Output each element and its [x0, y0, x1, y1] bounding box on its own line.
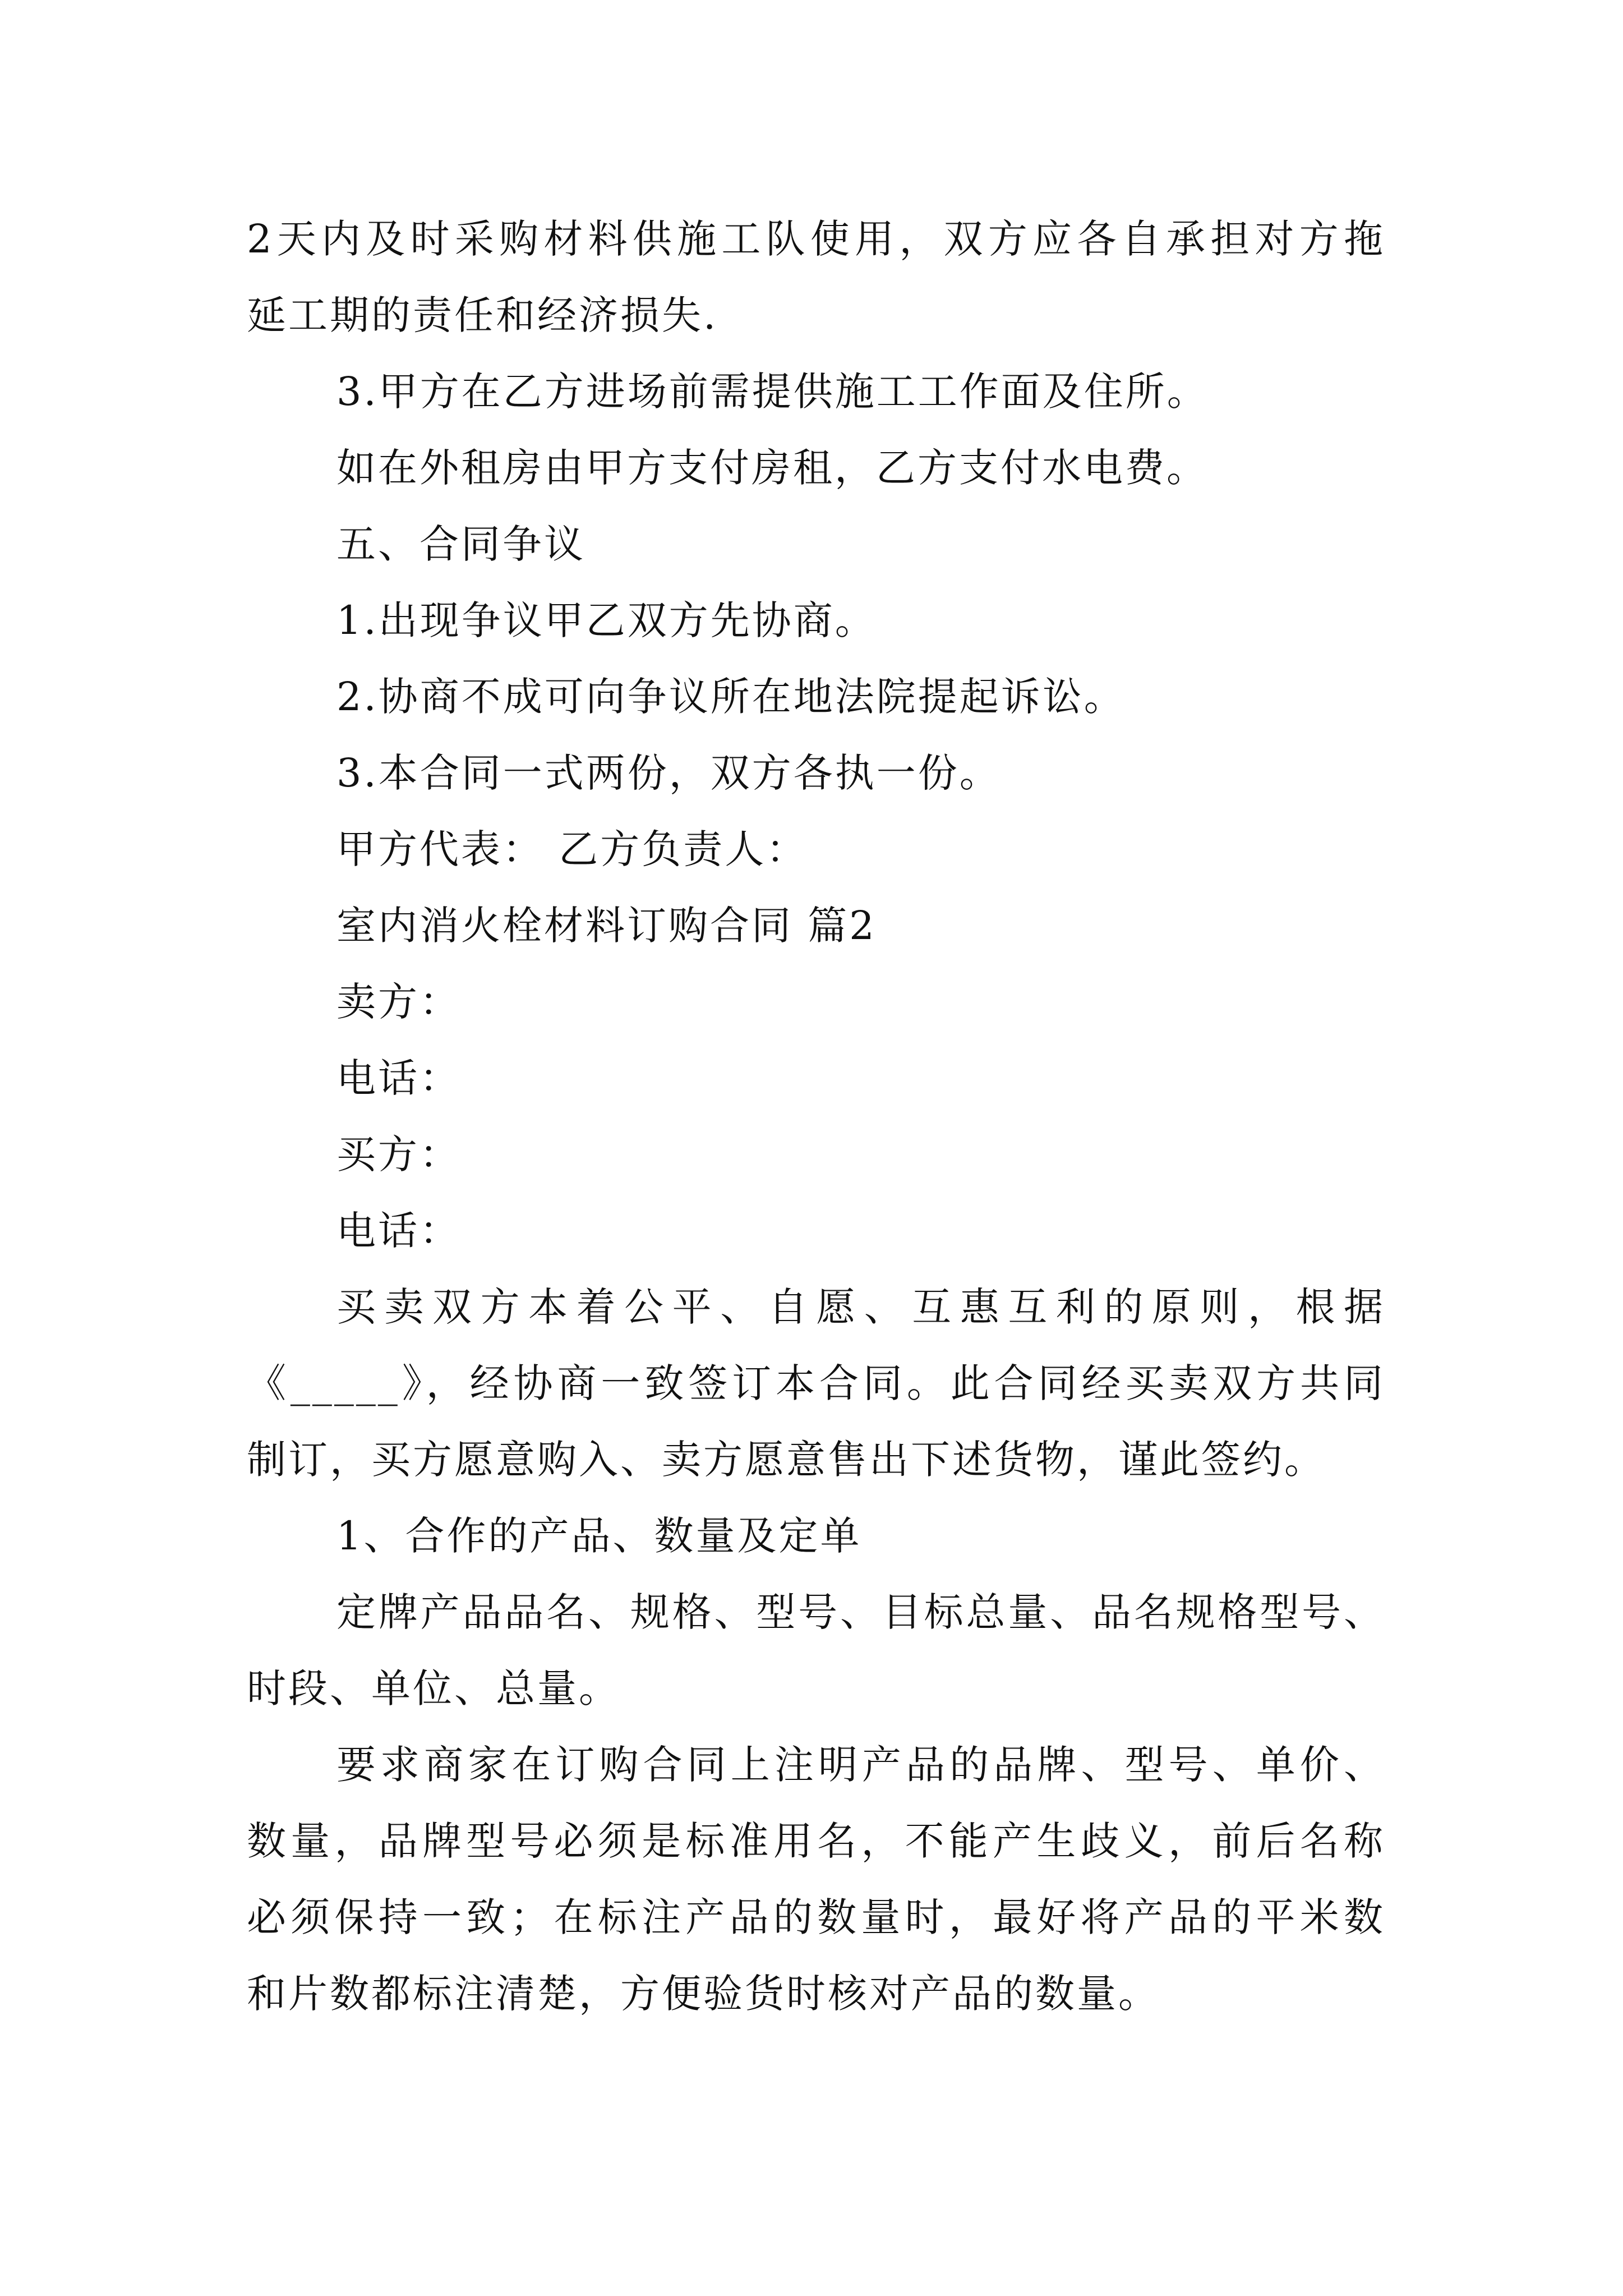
seller-phone-field: 电话： [336, 1055, 461, 1101]
text-line: 制订，买方愿意购入、卖方愿意售出下述货物，谨此签约。 [247, 1437, 1326, 1483]
text-line: 如在外租房由甲方支付房租，乙方支付水电费。 [336, 445, 1208, 491]
document-body [247, 201, 1385, 2032]
seller-field: 卖方： [336, 979, 461, 1025]
text-line: 延工期的责任和经济损失. [247, 292, 718, 338]
text-line: 和片数都标注清楚，方便验货时核对产品的数量。 [247, 1971, 1160, 2017]
text-line: 买卖双方本着公平、自愿、互惠互利的原则，根据 [336, 1284, 1385, 1330]
buyer-phone-field: 电话： [336, 1208, 461, 1254]
text-line: 要求商家在订购合同上注明产品的品牌、型号、单价、 [336, 1742, 1385, 1788]
text-line: 2.协商不成可向争议所在地法院提起诉讼。 [336, 674, 1126, 720]
text-line: 定牌产品品名、规格、型号、目标总量、品名规格型号、 [336, 1589, 1385, 1635]
section-heading: 五、合同争议 [336, 521, 585, 567]
text-line: 1.出现争议甲乙双方先协商。 [336, 597, 877, 643]
buyer-field: 买方： [336, 1131, 461, 1177]
text-line: 3.本合同一式两份，双方各执一份。 [336, 750, 1001, 796]
text-line: 《_____》，经协商一致签订本合同。此合同经买卖双方共同 [247, 1360, 1385, 1406]
text-line: 时段、单位、总量。 [247, 1665, 620, 1711]
text-line: 必须保持一致；在标注产品的数量时，最好将产品的平米数 [247, 1894, 1385, 1940]
signature-line: 甲方代表： 乙方负责人： [336, 826, 808, 872]
text-line: 3.甲方在乙方进场前需提供施工工作面及住所。 [336, 369, 1209, 415]
text-line: 2天内及时采购材料供施工队使用，双方应各自承担对方拖 [247, 216, 1385, 262]
document-title: 室内消火栓材料订购合同 篇2 [336, 903, 877, 949]
section-heading: 1、合作的产品、数量及定单 [336, 1513, 862, 1559]
text-line: 数量，品牌型号必须是标准用名，不能产生歧义，前后名称 [247, 1818, 1385, 1864]
